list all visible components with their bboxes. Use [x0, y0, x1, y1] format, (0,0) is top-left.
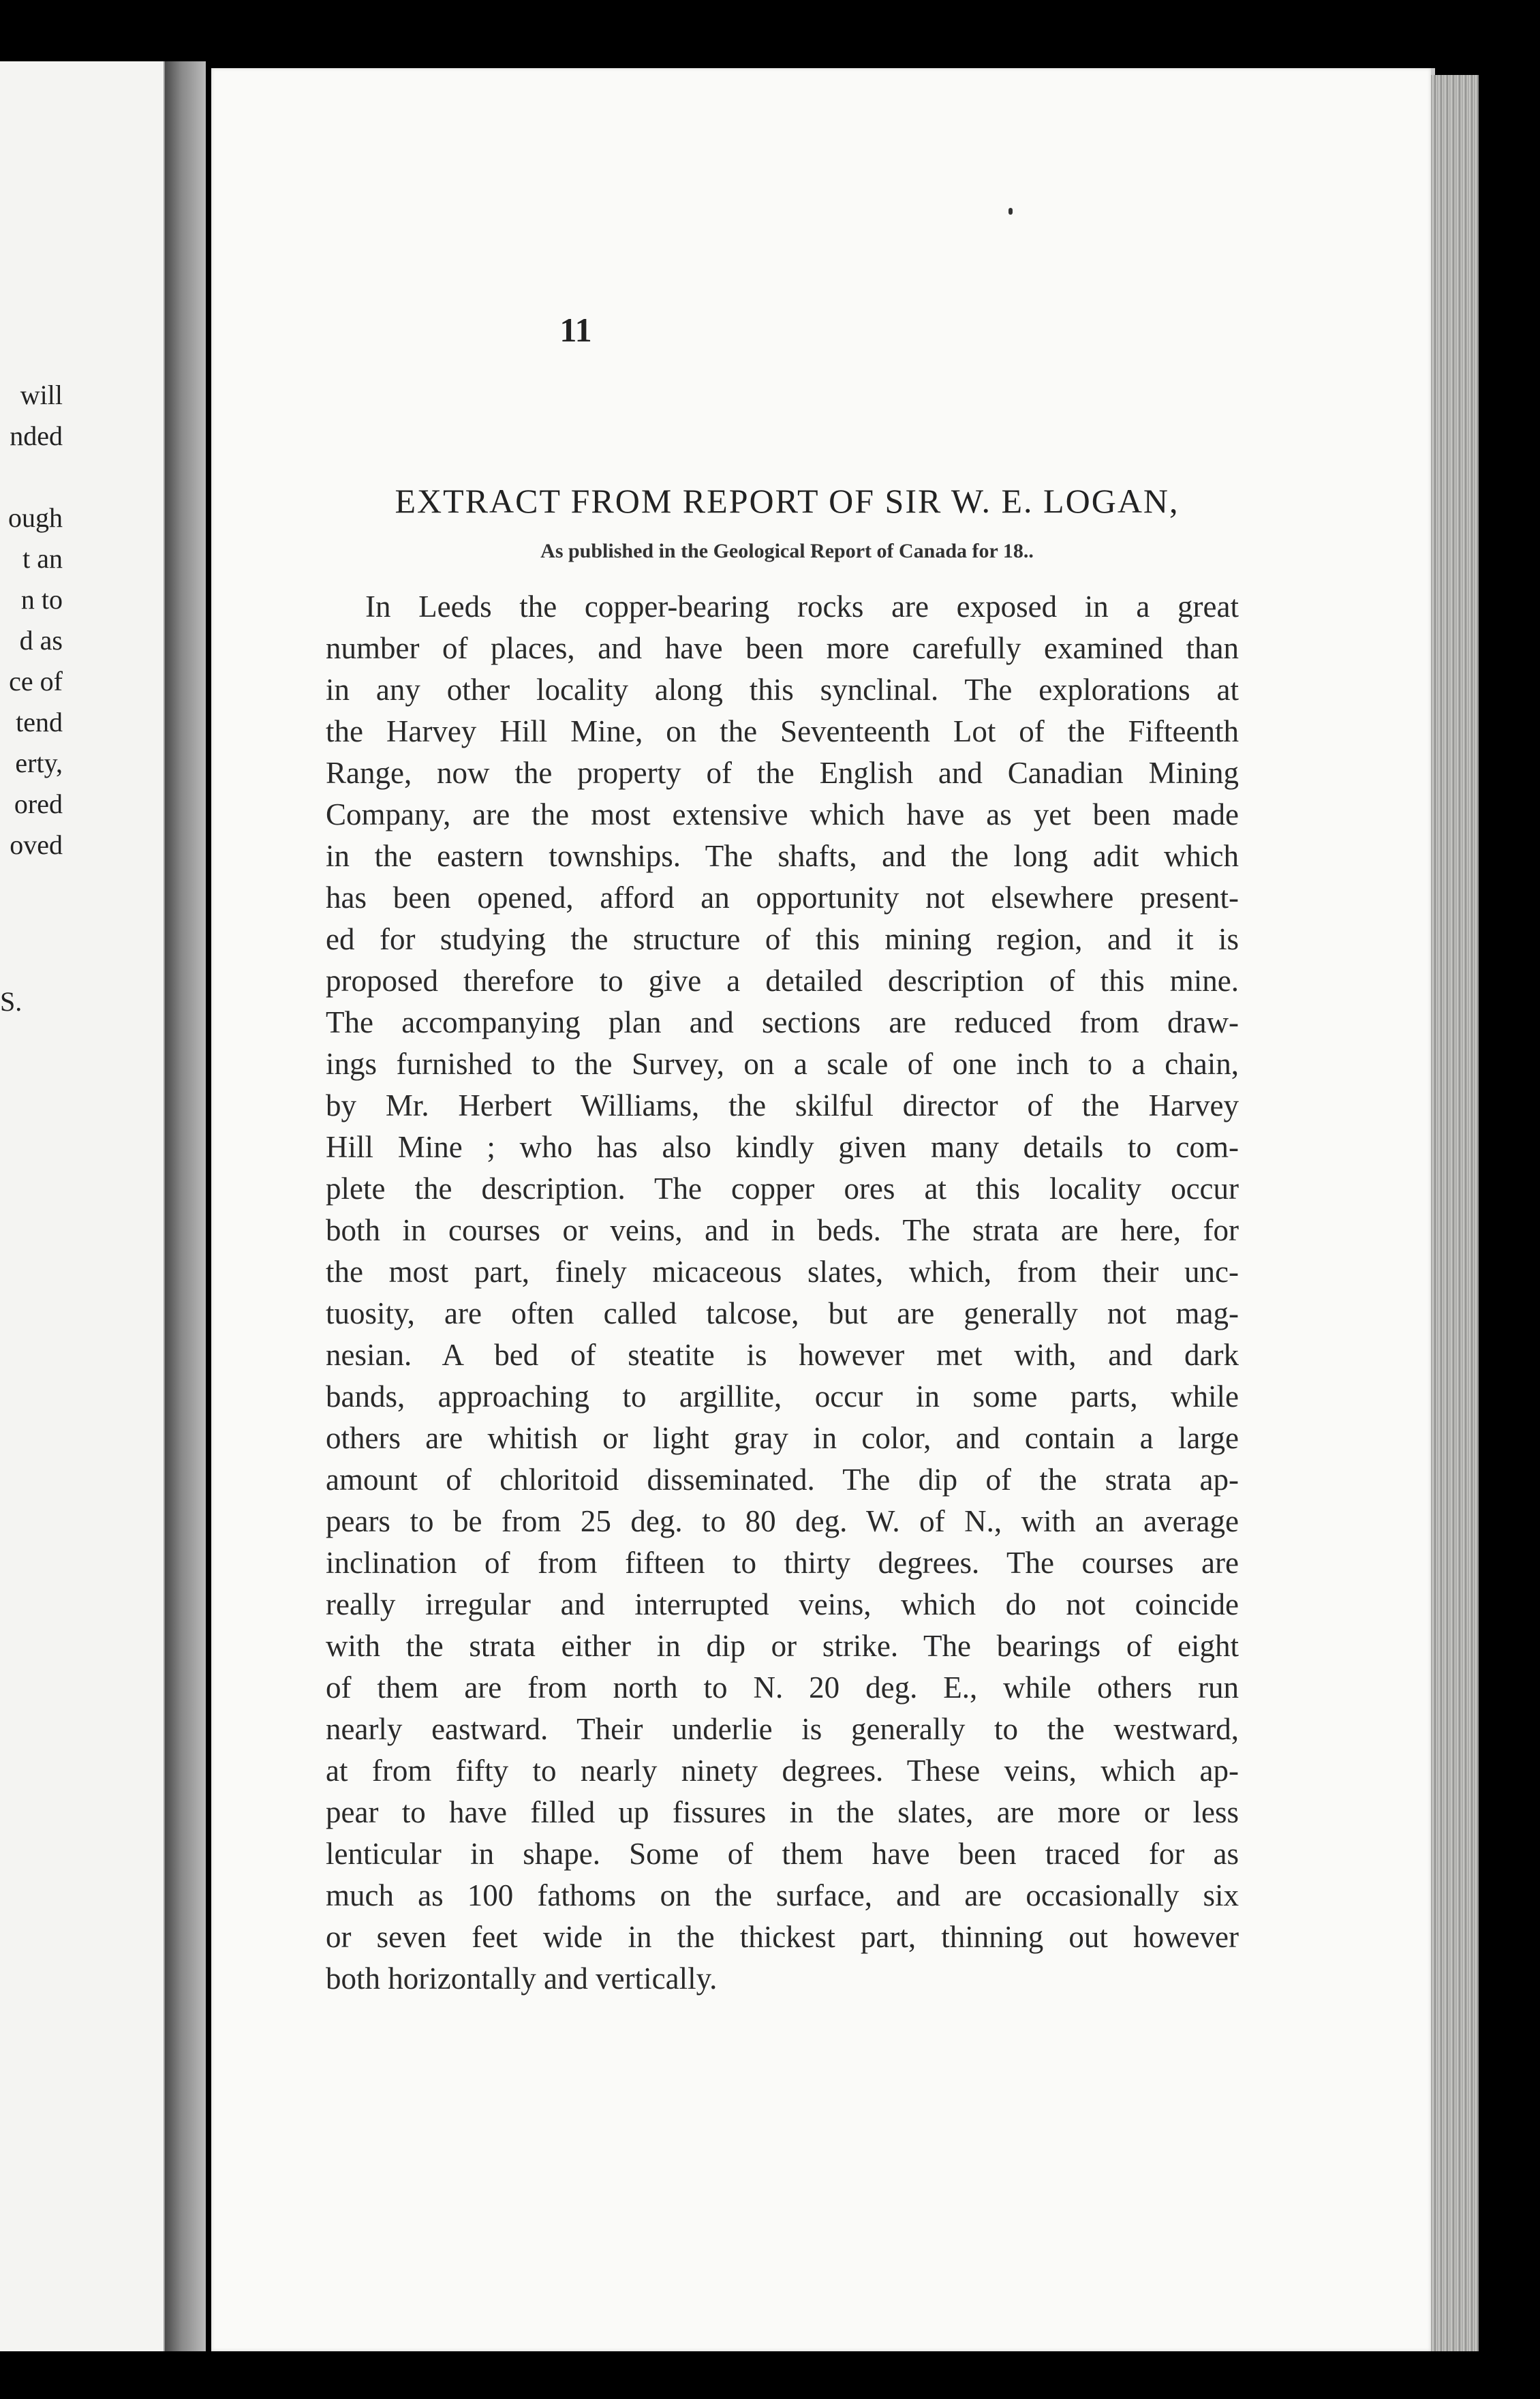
text-line: by Mr. Herbert Williams, the skilful director of the Harvey [326, 1088, 1239, 1122]
left-page-line: tend [16, 707, 63, 737]
text-line: both in courses or veins, and in beds. The strata are here, for [326, 1213, 1239, 1247]
text-line: number of places, and have been more carefully examined than [326, 631, 1239, 665]
text-line: the Harvey Hill Mine, on the Seventeenth Lot of the Fifteenth [326, 714, 1239, 748]
text-line: the most part, finely micaceous slates, which, from their unc- [326, 1255, 1239, 1289]
text-line: of them are from north to N. 20 deg. E., while others run [326, 1670, 1239, 1705]
text-line: In Leeds the copper-bearing rocks are exposed in a great [365, 590, 1239, 624]
text-line: lenticular in shape. Some of them have been traced for as [326, 1837, 1239, 1871]
page-stack-edge [1431, 75, 1479, 2351]
text-line: at from fifty to nearly ninety degrees. These veins, which ap- [326, 1754, 1239, 1788]
book-gutter-shadow [165, 61, 206, 2351]
text-line: plete the description. The copper ores at this locality occur [326, 1172, 1239, 1206]
page-number: 11 [559, 311, 592, 349]
text-line: or seven feet wide in the thickest part, thinning out however [326, 1920, 1239, 1954]
left-page-line: erty, [15, 748, 63, 778]
left-page-line: ored [14, 789, 63, 819]
text-line: bands, approaching to argillite, occur in some parts, while [326, 1379, 1239, 1414]
text-line: amount of chloritoid disseminated. The dip of the strata ap- [326, 1463, 1239, 1497]
text-line: nearly eastward. Their underlie is generally to the westward, [326, 1712, 1239, 1746]
text-line: pear to have filled up fissures in the slates, are more or less [326, 1795, 1239, 1829]
left-page-line: nded [10, 421, 63, 451]
text-line: proposed therefore to give a detailed description of this mine. [326, 964, 1239, 998]
text-line: Range, now the property of the English and Canadian Mining [326, 756, 1239, 790]
text-line: with the strata either in dip or strike. The bearings of eight [326, 1629, 1239, 1663]
text-line: Hill Mine ; who has also kindly given many details to com- [326, 1130, 1239, 1164]
page-title: EXTRACT FROM REPORT OF SIR W. E. LOGAN, [395, 482, 1180, 520]
left-page-line: d as [19, 625, 63, 656]
text-line: much as 100 fathoms on the surface, and are occasionally six [326, 1878, 1239, 1912]
text-line: The accompanying plan and sections are reduced from draw- [326, 1005, 1239, 1039]
body-paragraph [326, 586, 1239, 2000]
text-line: ed for studying the structure of this mining region, and it is [326, 922, 1239, 956]
text-line: Company, are the most extensive which have as yet been made [326, 797, 1239, 831]
text-line: ings furnished to the Survey, on a scale of one inch to a chain, [326, 1047, 1239, 1081]
text-line: has been opened, afford an opportunity not elsewhere present- [326, 881, 1239, 915]
text-line: really irregular and interrupted veins, which do not coincide [326, 1587, 1239, 1621]
left-page-line: ce of [9, 666, 63, 697]
text-line: nesian. A bed of steatite is however met with, and dark [326, 1338, 1239, 1372]
left-facing-page [0, 61, 165, 2351]
text-line: both horizontally and vertically. [326, 1961, 718, 1996]
print-speck [1008, 208, 1013, 215]
left-page-line: t an [22, 543, 63, 574]
text-line: in any other locality along this synclinal. The explorations at [326, 673, 1239, 707]
text-line: others are whitish or light gray in color, and contain a large [326, 1421, 1239, 1455]
left-page-line: will [20, 380, 63, 410]
left-page-line: S. [0, 986, 22, 1017]
text-line: inclination of from fifteen to thirty degrees. The courses are [326, 1546, 1239, 1580]
page-subtitle: As published in the Geological Report of Canada for 18.. [540, 540, 1034, 562]
text-line: pears to be from 25 deg. to 80 deg. W. of N., with an average [326, 1504, 1239, 1538]
text-line: in the eastern townships. The shafts, and the long adit which [326, 839, 1239, 873]
text-line: tuosity, are often called talcose, but are generally not mag- [326, 1296, 1239, 1330]
left-page-line: oved [10, 829, 63, 860]
left-page-line: ough [8, 502, 63, 533]
left-page-line: n to [20, 584, 63, 615]
